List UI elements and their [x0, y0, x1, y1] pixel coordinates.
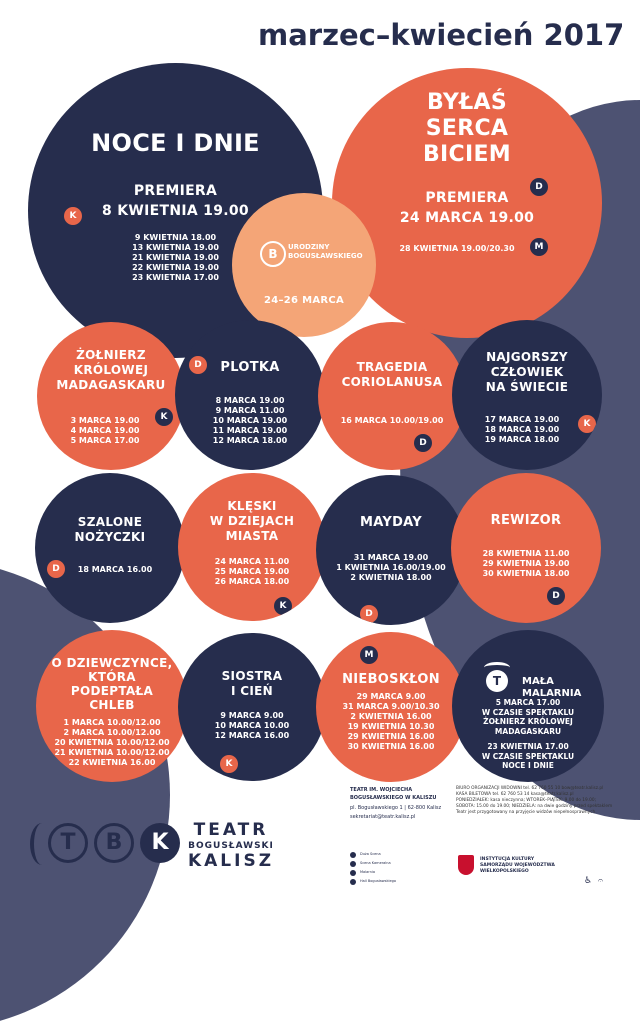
page-title: marzec–kwiecień 2017	[258, 18, 625, 52]
show-dates: 3 MARCA 19.00 4 MARCA 19.00 5 MARCA 17.00	[70, 416, 140, 445]
venue-k-icon: K	[578, 415, 596, 433]
venue-k-icon: K	[155, 408, 173, 426]
venue-d-icon: D	[47, 560, 65, 578]
venue-k-icon: K	[274, 597, 292, 615]
show-dates: 24 MARCA 11.00 25 MARCA 19.00 26 MARCA 18.00	[214, 557, 290, 586]
show-rewizor[interactable]	[451, 473, 601, 623]
show-title: SZALONE NOŻYCZKI	[74, 515, 146, 544]
show-kleski-w-dziejach-miasta[interactable]	[178, 473, 326, 621]
venue-d-icon: D	[189, 356, 207, 374]
show-dates: 31 MARCA 19.00 1 KWIETNIA 16.00/19.00 2 KWIETNIA 18.00	[336, 553, 446, 582]
address-block: TEATR IM. WOJCIECHA BOGUSŁAWSKIEGO W KALISZU pl. Bogusławskiego 1 | 62-800 Kalisz sekretariat@teatr.kalisz.pl	[350, 787, 442, 820]
venue-d-icon: D	[414, 434, 432, 452]
venue-legend: Duża Scena Scena Kameralna Malarnia Hall Bogusławskiego	[350, 850, 396, 886]
show-plotka[interactable]	[175, 320, 325, 470]
b-logo-icon: B	[260, 241, 286, 267]
logo-letter-t: T	[48, 823, 88, 863]
sponsor-text: INSTYTUCJA KULTURY SAMORZĄDU WOJEWÓDZTWA WIELKOPOLSKIEGO	[480, 857, 555, 874]
venue-m-icon: M	[360, 646, 378, 664]
event-details: 5 MARCA 17.00 W CZASIE SPEKTAKLU ŻOŁNIERZ KRÓLOWEJ MADAGASKARU 23 KWIETNIA 17.00 W CZASIE SPEKTAKLU NOCE I DNIE	[481, 698, 575, 770]
show-title: KLĘSKI W DZIEJACH MIASTA	[209, 499, 295, 543]
event-title: URODZINY BOGUSŁAWSKIEGO	[288, 243, 363, 260]
background-slate-shape-left	[0, 560, 170, 1030]
venue-d-icon	[350, 861, 356, 867]
logo-letter-k: K	[140, 823, 180, 863]
show-dates: 29 MARCA 9.00 31 MARCA 9.00/10.30 2 KWIETNIA 16.00 19 KWIETNIA 10.30 29 KWIETNIA 16.00 30 KWIETNIA 16.00	[342, 692, 440, 751]
venue-d-icon: D	[530, 178, 548, 196]
premiere-label: PREMIERA	[133, 183, 218, 199]
show-title: REWIZOR	[490, 513, 562, 528]
venue-k-icon: K	[220, 755, 238, 773]
show-title: TRAGEDIA CORIOLANUSA	[341, 360, 443, 389]
event-title: MAŁA MALARNIA	[522, 676, 582, 699]
venue-k-icon: K	[64, 207, 82, 225]
show-title: NIEBOSKŁON	[342, 672, 440, 687]
event-urodziny-boguslawskiego[interactable]	[232, 193, 376, 337]
logo-letter-b: B	[94, 823, 134, 863]
show-dates: 28 KWIETNIA 11.00 29 KWIETNIA 19.00 30 KWIETNIA 18.00	[482, 549, 570, 578]
accessibility-wheelchair-icon: ♿	[584, 876, 593, 886]
show-title: SIOSTRA I CIEŃ	[221, 669, 283, 698]
show-dates: 17 MARCA 19.00 18 MARCA 19.00 19 MARCA 18.00	[484, 415, 560, 444]
show-title: O DZIEWCZYNCE, KTÓRA PODEPTAŁA CHLEB	[51, 656, 173, 712]
event-mala-malarnia[interactable]	[452, 630, 604, 782]
show-dates: 16 MARCA 10.00/19.00	[340, 416, 444, 425]
malarnia-logo-icon: T	[482, 660, 512, 690]
show-o-dziewczynce-ktora-podeptala-chleb[interactable]	[36, 630, 188, 782]
show-title: BYŁAŚ SERCA BICIEM	[422, 90, 511, 167]
show-nieboskion[interactable]	[316, 632, 466, 782]
show-siostra-i-cien[interactable]	[178, 633, 326, 781]
venue-m-icon	[350, 870, 356, 876]
venue-b-icon	[350, 879, 356, 885]
theatre-logo	[30, 817, 290, 877]
show-mayday[interactable]	[316, 475, 466, 625]
show-dates: 8 MARCA 19.00 9 MARCA 11.00 10 MARCA 19.00 11 MARCA 19.00 12 MARCA 18.00	[212, 396, 288, 445]
show-dates: 9 KWIETNIA 18.00 13 KWIETNIA 19.00 21 KWIETNIA 19.00 22 KWIETNIA 19.00 23 KWIETNIA 17.00	[132, 233, 219, 282]
premiere-label: PREMIERA	[425, 190, 509, 206]
premiere-date: 8 KWIETNIA 19.00	[102, 203, 249, 219]
show-title: NOCE I DNIE	[91, 129, 260, 157]
contact-info: BIURO ORGANIZACJI WIDOWNI tel. 62 760 55 10 bow@teatr.kalisz.pl KASA BILETOWA tel. 62 760 53 14 kasa@teatr.kalisz.pl PONIEDZIAŁEK: kasa nieczynna; WTOREK–PIĄTEK: 9.00 do 19.00; SOBOTA: 15.00 do 19.00; NIEDZIELA: na dwie godziny przed spektaklem Teatr jest przygotowany na przyjęcie widzów niepełnosprawnych.	[456, 786, 613, 815]
coat-of-arms-icon	[458, 855, 474, 875]
accessibility-hearing-icon: 𝄐	[598, 876, 604, 886]
venue-d-icon: D	[547, 587, 565, 605]
show-title: MAYDAY	[360, 515, 422, 530]
show-tragedia-coriolanusa[interactable]	[318, 322, 466, 470]
show-dates: 1 MARCA 10.00/12.00 2 MARCA 10.00/12.00 20 KWIETNIA 10.00/12.00 21 KWIETNIA 10.00/12.00 22 KWIETNIA 16.00	[54, 718, 170, 767]
venue-k-icon	[350, 852, 356, 858]
show-title: PLOTKA	[220, 360, 280, 375]
show-title: NAJGORSZY CZŁOWIEK NA ŚWIECIE	[485, 350, 569, 394]
show-szalone-nozyczki[interactable]	[35, 473, 185, 623]
show-najgorszy-czlowiek-na-swiecie[interactable]	[452, 320, 602, 470]
show-zolnierz-krolowej-madagaskaru[interactable]	[37, 322, 185, 470]
show-dates: 28 KWIETNIA 19.00/20.30	[399, 244, 515, 253]
venue-d-icon: D	[360, 605, 378, 623]
venue-m-icon: M	[530, 238, 548, 256]
event-dates: 24–26 MARCA	[263, 295, 345, 306]
show-dates: 18 MARCA 16.00	[77, 565, 153, 574]
brand-name: TEATR BOGUSŁAWSKI KALISZ	[187, 820, 275, 871]
premiere-date: 24 MARCA 19.00	[399, 210, 535, 226]
show-title: ŻOŁNIERZ KRÓLOWEJ MADAGASKARU	[56, 348, 166, 392]
show-dates: 9 MARCA 9.00 10 MARCA 10.00 12 MARCA 16.00	[214, 711, 290, 740]
